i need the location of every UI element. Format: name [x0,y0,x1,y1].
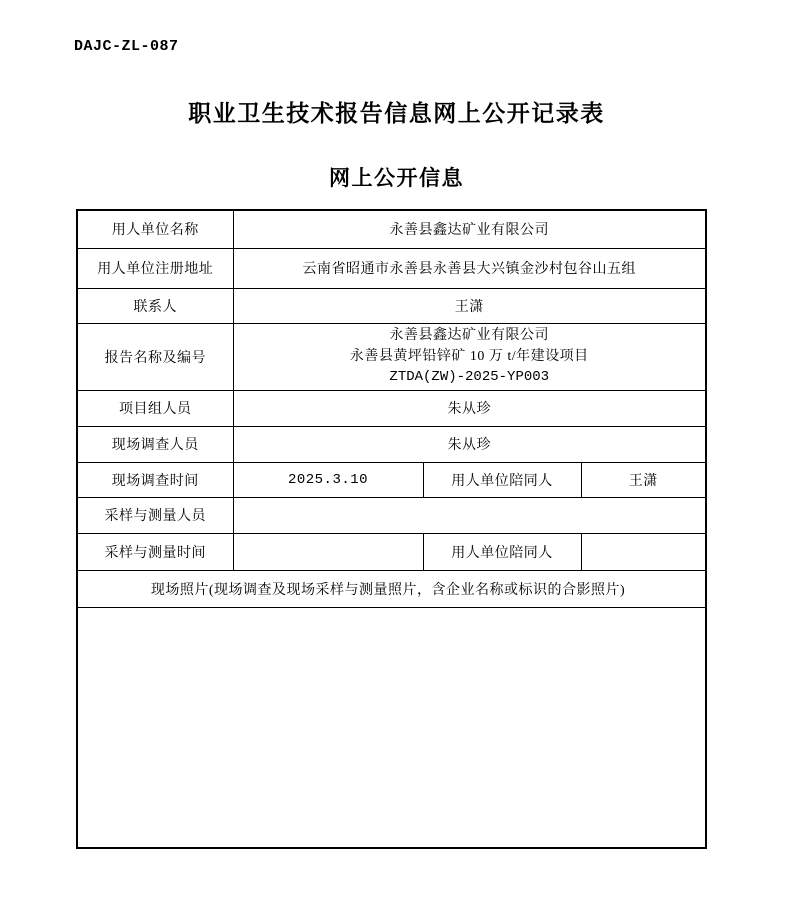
contact-value: 王潇 [233,288,706,323]
table-row-company [77,210,706,248]
sampling-person-label: 采样与测量人员 [77,497,233,533]
table-row-sampling-time [77,533,706,570]
table-row-survey-person [77,426,706,462]
table-row-contact [77,288,706,323]
address-label: 用人单位注册地址 [77,248,233,288]
report-value [233,323,706,390]
survey-time-value: 2025.3.10 [233,462,423,497]
page-title: 职业卫生技术报告信息网上公开记录表 [188,101,605,126]
sampling-time-label: 采样与测量时间 [77,533,233,570]
table-row-survey-time [77,462,706,497]
contact-label: 联系人 [77,288,233,323]
sampling-escort-value [581,533,706,570]
survey-person-value: 朱从珍 [233,426,706,462]
project-team-value: 朱从珍 [233,390,706,426]
report-line-project: 永善县黄坪铅锌矿 10 万 t/年建设项目 [349,349,589,364]
record-table [76,209,707,849]
report-line-company: 永善县鑫达矿业有限公司 [389,328,549,343]
survey-person-label: 现场调查人员 [77,426,233,462]
sampling-time-value [233,533,423,570]
company-name-value: 永善县鑫达矿业有限公司 [233,210,706,248]
address-value: 云南省昭通市永善县永善县大兴镇金沙村包谷山五组 [233,248,706,288]
report-label: 报告名称及编号 [77,323,233,390]
company-name-label: 用人单位名称 [77,210,233,248]
survey-time-label: 现场调查时间 [77,462,233,497]
survey-escort-label: 用人单位陪同人 [423,462,581,497]
page-subtitle: 网上公开信息 [329,166,464,190]
photo-caption-cell [77,570,706,607]
photo-caption: 现场照片(现场调查及现场采样与测量照片，含企业名称或标识的合影照片) [150,582,626,598]
table-row-address [77,248,706,288]
doc-code: DAJC-ZL-087 [74,38,179,55]
table-row-photo-area [77,607,706,848]
photo-area [77,607,706,848]
sampling-escort-label: 用人单位陪同人 [423,533,581,570]
table-row-project-team [77,390,706,426]
sampling-person-value [233,497,706,533]
project-team-label: 项目组人员 [77,390,233,426]
report-line-number: ZTDA(ZW)-2025-YP003 [389,369,550,385]
table-row-photo-caption [77,570,706,607]
table-row-report [77,323,706,390]
table-row-sampling-person [77,497,706,533]
survey-escort-value: 王潇 [581,462,706,497]
